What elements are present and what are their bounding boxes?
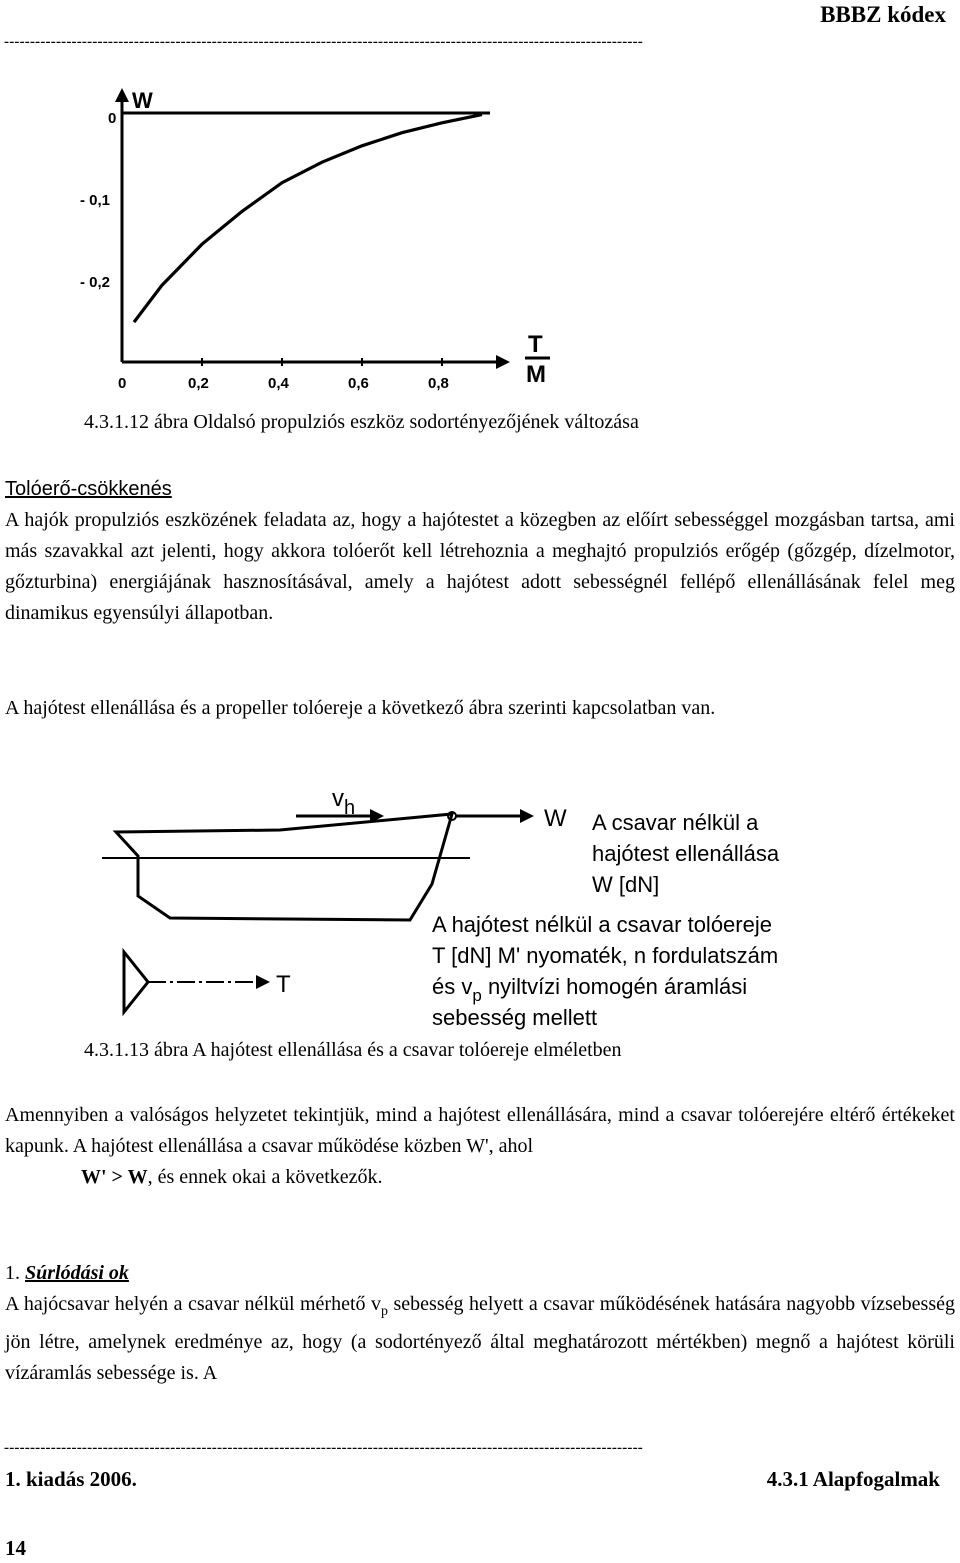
formula: W' > W, és ennek okai a következők.: [81, 1166, 383, 1188]
x-tick-label: 0: [118, 375, 127, 392]
x-tick-label: 0,8: [428, 375, 449, 392]
footer-section: 4.3.1 Alapfogalmak: [766, 1467, 940, 1491]
series-line: [134, 115, 482, 323]
t-label: T: [276, 971, 291, 998]
header-code: BBBZ kódex: [820, 2, 946, 27]
hull-text-2: hajótest ellenállása: [592, 841, 780, 866]
y-tick-label: - 0,2: [80, 274, 111, 291]
sodortenyezo-chart: [70, 80, 590, 400]
vh-label: $v_h$: [332, 785, 356, 819]
prop-text-1: A hajótest nélkül a csavar tolóereje: [432, 912, 772, 937]
x-axis-arrow: [496, 355, 510, 369]
hull-text-3: W [dN]: [592, 872, 660, 897]
paragraph-4: A hajócsavar helyén a csavar nélkül mérhető $v_p$ sebesség helyett a csavar működésének hatására nagyobb vízsebesség jön létre, amelynek eredménye az, hogy (a sodortényező által meghatározott mértékben) megnő a hajótest körüli vízáramlás sebessége is. A: [5, 1293, 955, 1384]
figure1-caption: 4.3.1.12 ábra Oldalsó propulziós eszköz sodortényezőjének változása: [84, 411, 639, 433]
paragraph-2: A hajótest ellenállása és a propeller tolóereje a következő ábra szerinti kapcsolatban van.: [5, 697, 716, 719]
section-title: Tolóerő-csökkenés: [5, 478, 172, 500]
propeller-icon: [124, 952, 148, 1012]
paragraph-3: Amennyiben a valóságos helyzetet tekintjük, mind a hajótest ellenállására, mind a csavar tolóerejére eltérő értékeket kapunk. A hajótest ellenállása a csavar működése közben W', ahol: [5, 1104, 955, 1157]
prop-text-3: és $v_p$ nyiltvízi homogén áramlási: [432, 974, 748, 1005]
footer-separator: ---------------------------------------------------------------------------------------------------------------------------: [4, 1440, 643, 1456]
w-label: W: [544, 805, 567, 832]
prop-text-4: sebesség mellett: [432, 1005, 598, 1030]
x-tick-label: 0,2: [188, 375, 209, 392]
x-tick-label: 0,4: [268, 375, 289, 392]
item-1-heading: 1. Súrlódási ok: [5, 1262, 129, 1284]
hull-text-1: A csavar nélkül a: [592, 810, 759, 835]
page-number: 14: [5, 1536, 26, 1560]
w-arrowhead: [520, 809, 534, 823]
header-separator: ---------------------------------------------------------------------------------------------------------------------------: [4, 34, 643, 50]
x-tick-label: 0,6: [348, 375, 369, 392]
hull-propeller-figure: [80, 780, 840, 1035]
y-axis-label: W: [132, 88, 153, 113]
y-axis-arrow: [115, 88, 129, 102]
footer-edition: 1. kiadás 2006.: [5, 1467, 137, 1491]
x-axis-label-t: T: [528, 331, 543, 358]
y-tick-label: - 0,1: [80, 192, 111, 209]
prop-text-2: T [dN] M' nyomaték, n fordulatszám: [432, 943, 779, 968]
paragraph-1: A hajók propulziós eszközének feladata az, hogy a hajótestet a közegben az előírt sebességgel mozgásban tartsa, ami más szavakkal azt jelenti, hogy akkora tolóerőt kell létrehoznia a meghajtó propulziós erőgép (gőzgép, dízelmotor, gőzturbina) energiájának hasznosításával, amely a hajótest adott sebességnél fellépő ellenállásának felel meg dinamikus egyensúlyi állapotban.: [5, 509, 955, 624]
x-axis-label-m: M: [526, 361, 546, 388]
figure2-caption: 4.3.1.13 ábra A hajótest ellenállása és a csavar tolóereje elméletben: [84, 1039, 622, 1061]
t-arrowhead: [256, 975, 270, 989]
hull-outline: [116, 814, 452, 920]
y-tick-label: 0: [108, 110, 117, 127]
